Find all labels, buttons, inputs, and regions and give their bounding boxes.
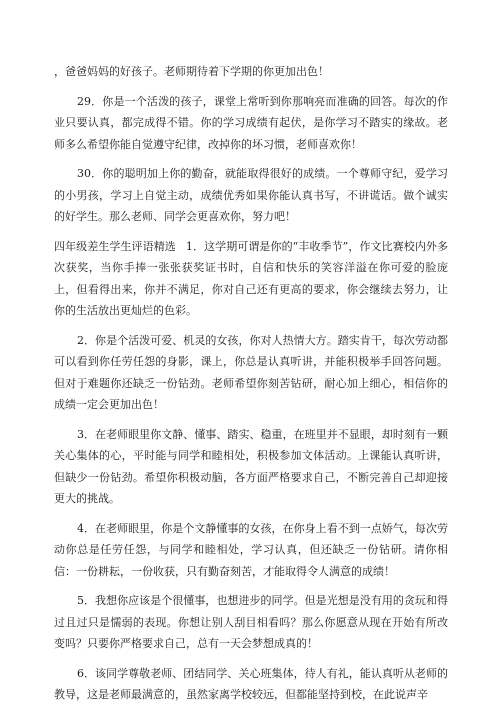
comment-4: 4．在老师眼里，你是个文静懂事的女孩，在你身上看不到一点娇气，每次劳动你总是任劳任怨，与同学和睦相处，学习认真，但还缺乏一份钻研。请你相信：一份耕耘，一份收获，只有勤奋刻苦，才能取得令人满意的成绩！ — [54, 521, 448, 578]
paragraph-continuation: ，爸爸妈妈的好孩子。老师期待着下学期的你更加出色！ — [54, 65, 329, 78]
comment-30: 30．你的聪明加上你的勤奋，就能取得很好的成绩。一个尊师守纪，爱学习的小男孩，学习上自觉主动，成绩优秀如果你能认真书写，不讲谎话。做个诚实的好学生。那么老师、同学会更喜欢你，努力吧！ — [54, 167, 448, 223]
comment-3: 3．在老师眼里你文静、懂事、踏实、稳重，在班里并不显眼，却时刻有一颗关心集体的心，平时能与同学和睦相处，积极参加文体活动。上课能认真听讲，但缺少一份钻劲。希望你积极动脑，各方面严格要求自己，不断完善自己却迎接更大的挑战。 — [54, 427, 448, 505]
comment-5: 5．我想你应该是个很懂事，也想进步的同学。但是光想是没有用的贪玩和得过且过只是懦弱的表现。你想让别人刮目相看吗？那么你愿意从现在开始有所改变吗？只要你严格要求自己，总有一天会梦想成真的！ — [54, 594, 448, 650]
comment-6: 6．该同学尊敬老师、团结同学、关心班集体，待人有礼，能认真听从老师的教导，这是老师最满意的，虽然家离学校较远，但都能坚持到校，在此说声辛 — [54, 666, 448, 701]
comment-2: 2．你是个活泼可爱、机灵的女孩，你对人热情大方。踏实肯干，每次劳动都可以看到你任劳任怨的身影，课上，你总是认真听讲，并能积极举手回答问题。但对于难题你还缺乏一份钻劲。老师希望你刻苦钻研，耐心加上细心，相信你的成绩一定会更加出色！ — [54, 333, 448, 411]
comment-1-text: 1．这学期可谓是你的“丰收季节”，作文比赛校内外多次获奖，当你手捧一张张获奖证书时，自信和快乐的笑容洋溢在你可爱的脸庞上，但看得出来，你并不满足，你对自己还有更高的要求，你会继续去努力，让你的生活放出更灿烂的色彩。 — [54, 239, 449, 317]
comment-29: 29．你是一个活泼的孩子，课堂上常听到你那响亮而准确的回答。每次的作业只要认真，都完成得不错。你的学习成绩有起伏，是你学习不踏实的缘故。老师多么希望你能自觉遵守纪律，改掉你的坏习惯，老师喜欢你！ — [54, 94, 448, 151]
document-body — [54, 61, 448, 714]
section-comment-1 — [54, 236, 448, 322]
section-title: 四年级差生学生评语精选 — [54, 239, 176, 253]
